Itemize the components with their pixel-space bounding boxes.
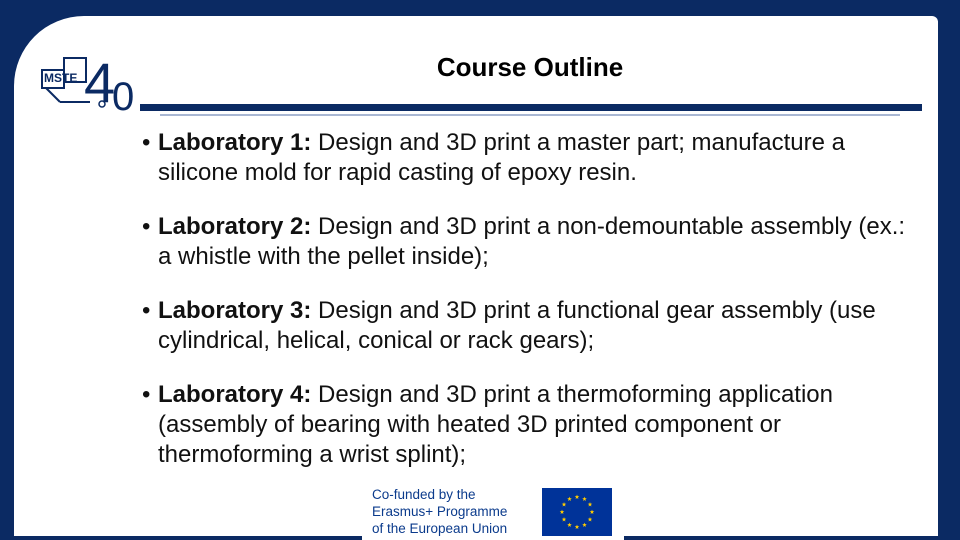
lab-item	[142, 380, 922, 470]
lab-item	[142, 212, 922, 272]
title-underline	[140, 104, 922, 111]
lab-description: Design and 3D print a functional gear assembly (use cylindrical, helical, conical or rack gears);	[158, 297, 876, 354]
eu-flag-icon	[542, 488, 612, 536]
cofunded-line: Co-funded by the	[372, 487, 476, 502]
lab-description: Design and 3D print a non-demountable assembly (ex.: a whistle with the pellet inside);	[158, 213, 906, 270]
cofunded-text	[372, 486, 538, 537]
title-underline-thin	[160, 114, 900, 116]
lab-description: Design and 3D print a master part; manufacture a silicone mold for rapid casting of epoxy resin.	[158, 129, 845, 186]
lab-description: Design and 3D print a thermoforming application (assembly of bearing with heated 3D printed component or thermoforming a wrist splint);	[158, 381, 833, 468]
erasmus-footer	[362, 482, 624, 540]
lab-label: Laboratory 3:	[158, 297, 312, 324]
svg-text:MSTE: MSTE	[44, 71, 78, 85]
lab-list	[142, 128, 922, 494]
lab-label: Laboratory 2:	[158, 213, 312, 240]
svg-text:4: 4	[84, 51, 116, 112]
lab-item	[142, 128, 922, 188]
cofunded-line: of the European Union	[372, 521, 508, 536]
svg-text:0: 0	[112, 75, 135, 112]
lab-item	[142, 296, 922, 356]
lab-label: Laboratory 4:	[158, 381, 312, 408]
mste-logo-icon	[40, 40, 140, 112]
slide-title: Course Outline	[436, 52, 624, 82]
cofunded-line: Erasmus+ Programme	[372, 504, 508, 519]
lab-label: Laboratory 1:	[158, 129, 312, 156]
